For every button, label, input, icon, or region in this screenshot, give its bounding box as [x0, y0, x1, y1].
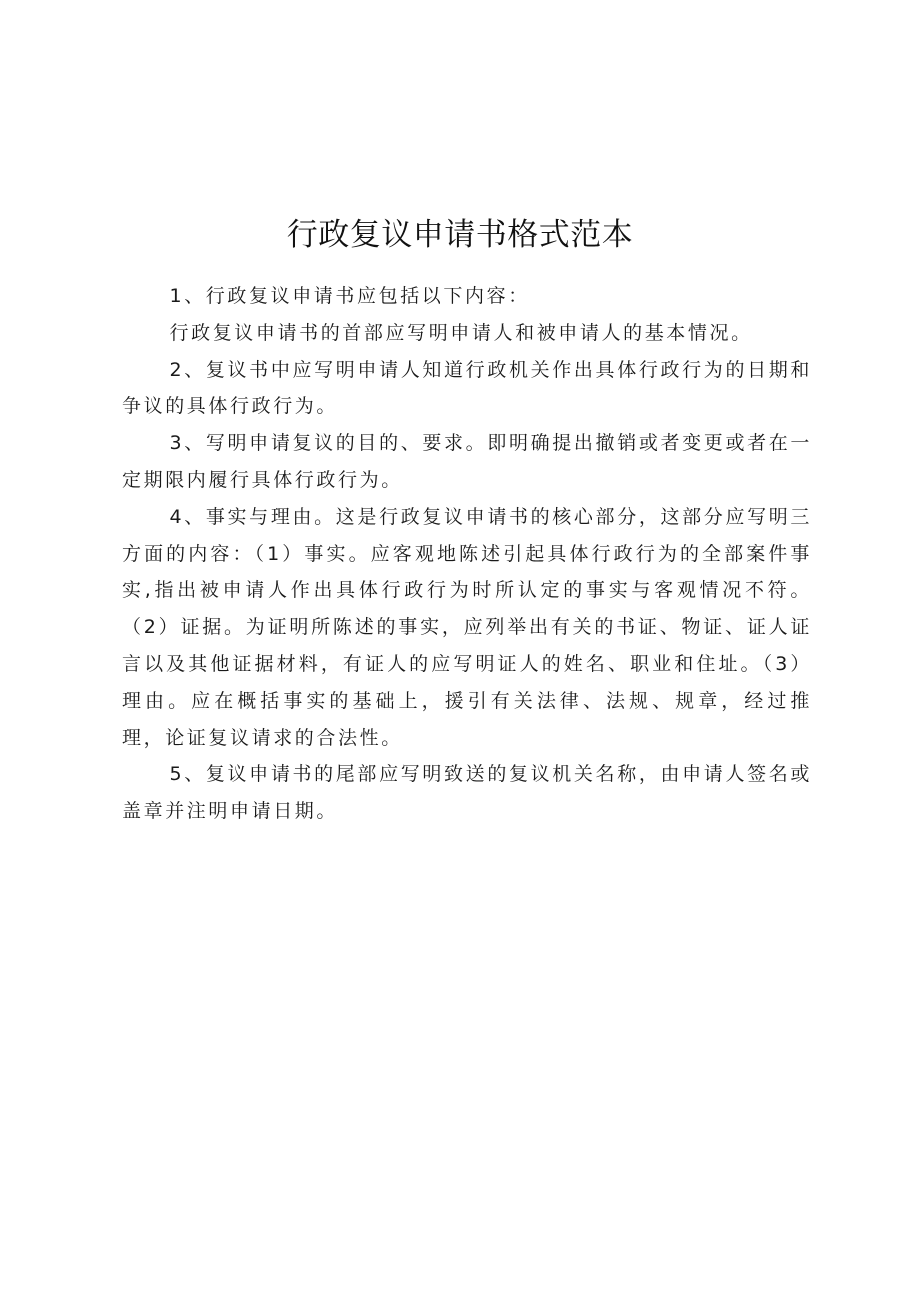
- paragraph-header-section: 行政复议申请书的首部应写明申请人和被申请人的基本情况。: [169, 321, 753, 344]
- paragraph-item-1-heading: 1、行政复议申请书应包括以下内容：: [169, 285, 530, 307]
- paragraph-item-5: 5、复议申请书的尾部应写明致送的复议机关名称，由申请人签名或盖章并注明申请日期。: [122, 763, 812, 823]
- paragraph-item-2: 2、复议书中应写明申请人知道行政机关作出具体行政行为的日期和争议的具体行政行为。: [122, 358, 812, 418]
- paragraph-item-3: 3、写明申请复议的目的、要求。即明确提出撤销或者变更或者在一定期限内履行具体行政行为。: [122, 432, 812, 491]
- document-body: [122, 278, 812, 830]
- paragraph-item-4: 4、事实与理由。这是行政复议申请书的核心部分，这部分应写明三方面的内容：（1）事实。应客观地陈述引起具体行政行为的全部案件事实,指出被申请人作出具体行政行为时所认定的事实与客观情况不符。（2）证据。为证明所陈述的事实，应列举出有关的书证、物证、证人证言以及其他证据材料，有证人的应写明证人的姓名、职业和住址。（3）理由。应在概括事实的基础上，援引有关法律、法规、规章，经过推理，论证复议请求的合法性。: [122, 505, 812, 749]
- document-title: 行政复议申请书格式范本: [286, 217, 634, 253]
